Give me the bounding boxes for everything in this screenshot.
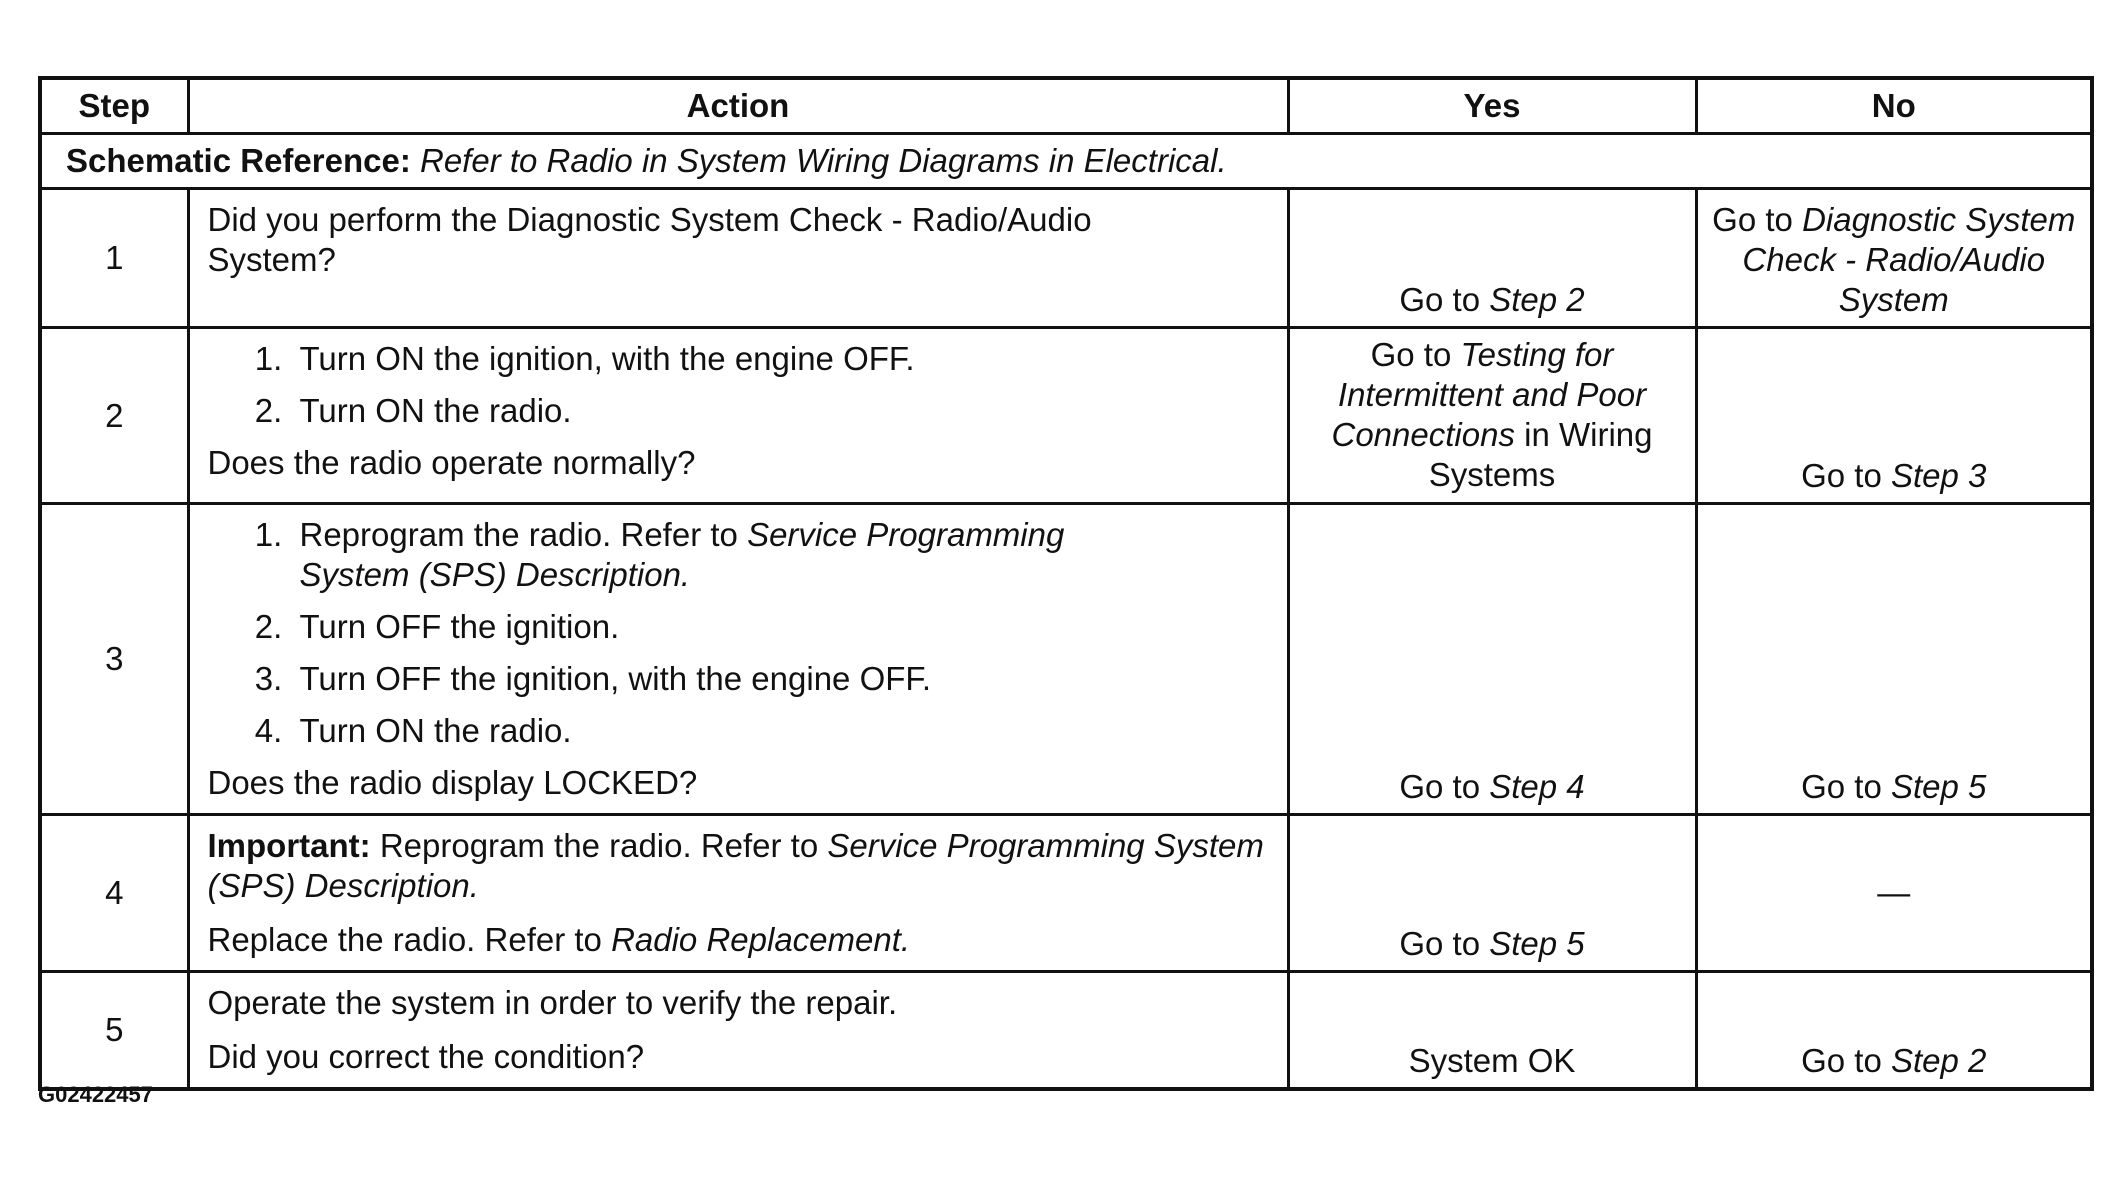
action-step-link[interactable]: Service Programming System (SPS) Description. [299, 516, 1065, 593]
action-step: 4. Turn ON the radio. [292, 711, 1269, 751]
no-prefix: Go to [1801, 1042, 1882, 1079]
step-number: 5 [40, 972, 188, 1090]
action-question: Does the radio display LOCKED? [207, 764, 698, 801]
header-no: No [1696, 78, 2092, 134]
schematic-reference-text: Refer to Radio in System Wiring Diagrams in Electrical. [420, 142, 1227, 179]
yes-prefix: Go to [1399, 281, 1481, 318]
no-cell [1696, 189, 2092, 328]
yes-cell [1288, 815, 1696, 972]
important-note [208, 826, 1269, 906]
table-row [40, 815, 2092, 972]
no-cell [1696, 504, 2092, 815]
step-number: 3 [40, 504, 188, 815]
header-step: Step [40, 78, 188, 134]
replace-text: Replace the radio. Refer to [207, 921, 602, 958]
header-action: Action [188, 78, 1288, 134]
important-label: Important: [207, 827, 371, 864]
no-cell [1696, 328, 2092, 504]
table-row [40, 328, 2092, 504]
action-step [292, 515, 1269, 595]
yes-suffix: in Wiring Systems [1428, 416, 1653, 493]
no-link[interactable]: Step 2 [1890, 1042, 1987, 1079]
action-question: Does the radio operate normally? [207, 444, 696, 481]
figure-id: G02422457 [38, 1082, 153, 1107]
yes-prefix: Go to [1370, 336, 1452, 373]
schematic-reference-label: Schematic Reference: [66, 142, 411, 179]
no-cell [1696, 815, 2092, 972]
no-prefix: Go to [1801, 768, 1882, 805]
header-row [40, 78, 2092, 134]
replace-link[interactable]: Radio Replacement. [611, 921, 911, 958]
action-question: Did you perform the Diagnostic System Check - Radio/Audio System? [207, 201, 1092, 278]
action-cell [188, 328, 1288, 504]
yes-link[interactable]: Testing for Intermittent and Poor Connections [1331, 336, 1647, 453]
action-step: 3. Turn OFF the ignition, with the engine OFF. [292, 659, 1269, 699]
no-prefix: Go to [1801, 457, 1882, 494]
action-steps-list [208, 515, 1269, 751]
important-text: Reprogram the radio. Refer to [379, 827, 819, 864]
yes-text: System OK [1408, 1042, 1576, 1079]
yes-link[interactable]: Step 5 [1489, 925, 1585, 962]
action-steps-list [208, 339, 1269, 431]
action-step: 2. Turn OFF the ignition. [292, 607, 1269, 647]
action-step: 1. Turn ON the ignition, with the engine OFF. [292, 339, 1269, 379]
yes-prefix: Go to [1399, 925, 1481, 962]
yes-prefix: Go to [1399, 768, 1481, 805]
table-row [40, 189, 2092, 328]
action-question: Did you correct the condition? [207, 1038, 645, 1075]
action-cell [188, 972, 1288, 1090]
action-step-text: Reprogram the radio. Refer to [299, 516, 738, 553]
step-number: 1 [40, 189, 188, 328]
yes-cell [1288, 504, 1696, 815]
no-link[interactable]: Step 3 [1890, 457, 1987, 494]
action-cell [188, 504, 1288, 815]
replace-instruction [208, 920, 1269, 960]
no-link[interactable]: Diagnostic System Check - Radio/Audio System [1742, 201, 2076, 318]
yes-link[interactable]: Step 2 [1489, 281, 1585, 318]
step-number: 2 [40, 328, 188, 504]
no-dash: — [1877, 874, 1911, 911]
important-link[interactable]: Service Programming System (SPS) Description. [207, 827, 1264, 904]
table-row [40, 972, 2092, 1090]
yes-cell [1288, 189, 1696, 328]
action-cell [188, 815, 1288, 972]
yes-cell [1288, 328, 1696, 504]
action-step: 2. Turn ON the radio. [292, 391, 1269, 431]
no-link[interactable]: Step 5 [1890, 768, 1987, 805]
no-cell [1696, 972, 2092, 1090]
yes-cell [1288, 972, 1696, 1090]
action-instruction: Operate the system in order to verify the repair. [207, 984, 898, 1021]
step-number: 4 [40, 815, 188, 972]
diagnostic-table-container [38, 76, 2090, 1091]
table-row [40, 504, 2092, 815]
action-cell [188, 189, 1288, 328]
yes-link[interactable]: Step 4 [1489, 768, 1585, 805]
no-prefix: Go to [1712, 201, 1793, 238]
schematic-reference-row [40, 134, 2092, 189]
diagnostic-table [38, 76, 2094, 1091]
header-yes: Yes [1288, 78, 1696, 134]
schematic-reference-cell [40, 134, 2092, 189]
